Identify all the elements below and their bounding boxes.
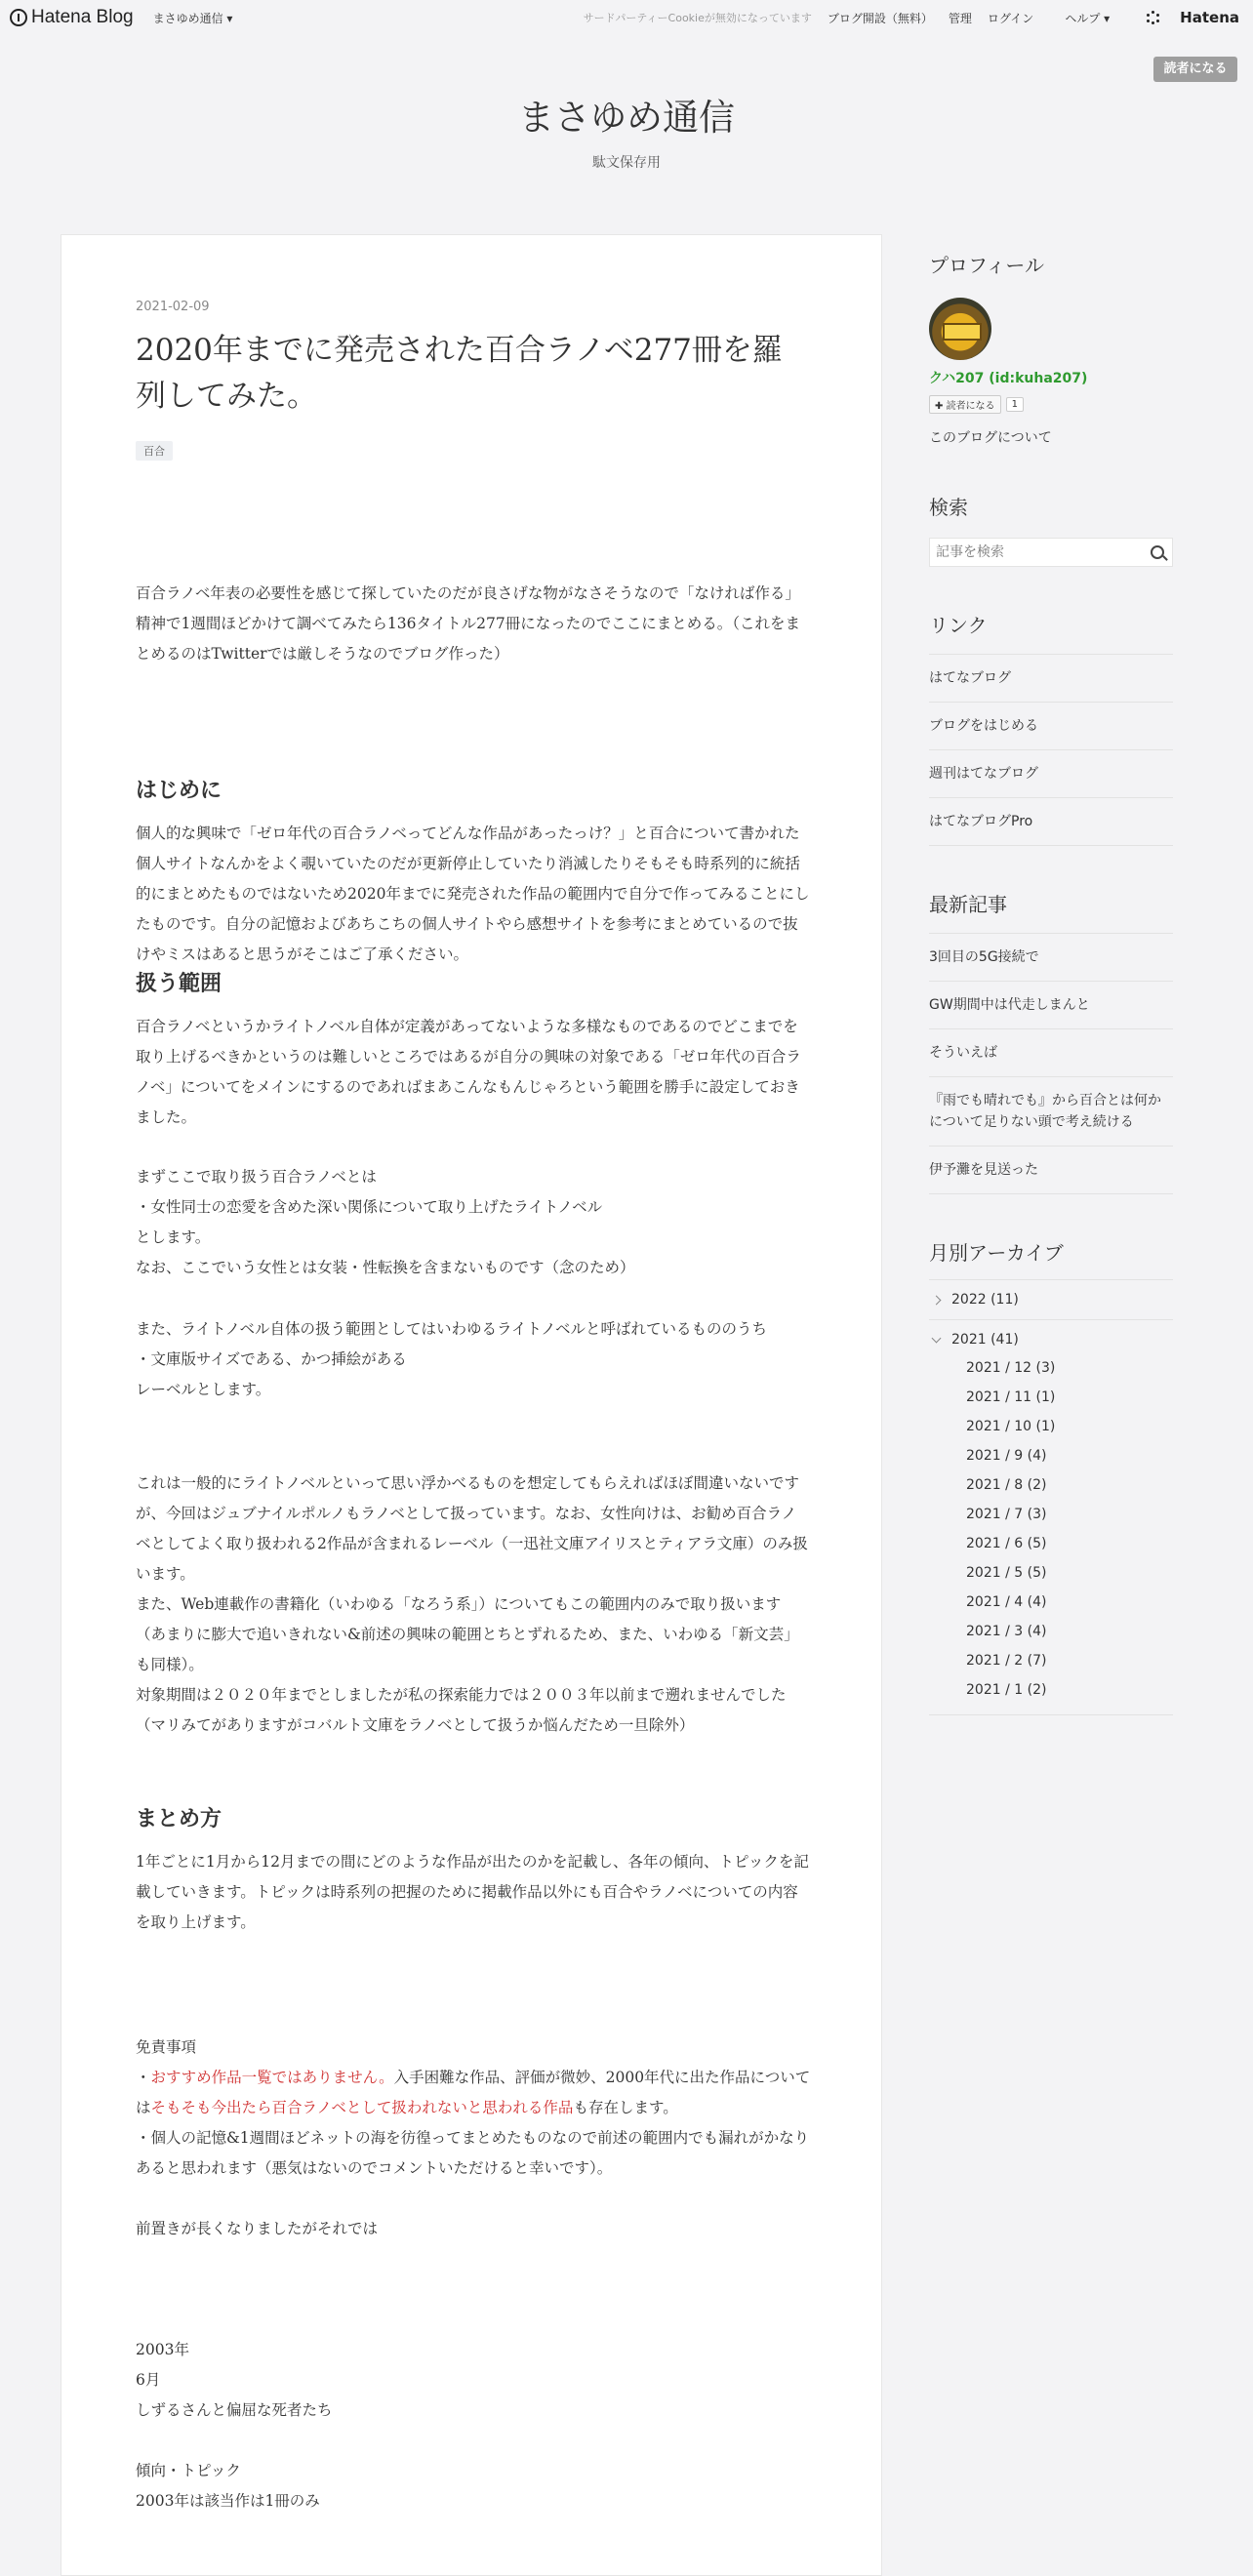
section-heading-intro xyxy=(136,774,811,804)
heading-method: まとめ方 xyxy=(136,1807,222,1831)
search-box xyxy=(929,538,1173,567)
intro-text: 百合ラノベ年表の必要性を感じて探していたのだが良さげな物がなさそうなので「なければ作る」精神で1週間ほどかけて調べてみたら136タイトル277冊になったのでここにまとめる。（これをまとめるのはTwitterでは厳しそうなのでブログ作った） xyxy=(136,584,800,663)
disc1-bullet: ・ xyxy=(136,2069,151,2086)
p3-line-4: なお、ここでいう女性とは女装・性転換を含まないものです（念のため） xyxy=(136,1259,635,1276)
recent-entry[interactable]: 『雨でも晴れでも』から百合とは何かについて足りない頭で考え続ける xyxy=(929,1077,1173,1147)
archive-module xyxy=(929,1237,1173,1715)
year-label: 2003年 xyxy=(136,2341,189,2358)
p3-line-2: ・女性同士の恋愛を含めた深い関係について取り上げたライトノベル xyxy=(136,1198,603,1216)
disclaimer-heading: 免責事項 xyxy=(136,2038,197,2056)
heading-hajimeni: はじめに xyxy=(136,779,222,803)
paragraph-3 xyxy=(136,1162,811,1283)
links-module xyxy=(929,610,1173,846)
disc1-red-text: おすすめ作品一覧ではありません。 xyxy=(150,2069,394,2086)
global-header xyxy=(0,0,1253,35)
recent-list xyxy=(929,933,1173,1194)
link-weekly-hatena[interactable]: 週刊はてなブログ xyxy=(929,750,1173,798)
article xyxy=(136,300,811,2510)
hatena-brand-link[interactable] xyxy=(1131,9,1239,26)
paragraph-2-text: 百合ラノベというかライトノベル自体が定義があってないような多様なものであるのでどこまでを取り上げるべきかというのは難しいところではあるが自分の興味の対象である「ゼロ年代の百合ラノベ」についてをメインにするのであればまあこんなもんじゃろという範囲を勝手に設定しておきました。 xyxy=(136,1018,801,1126)
subscribe-small-button[interactable]: ✚ 読者になる xyxy=(929,395,1001,414)
p5-part-c: 対象期間は２０２０年までとしましたが私の探索能力では２００３年以前まで遡れませんでした（マリみてがありますがコバルト文庫をラノベとして扱うか悩んだため一旦除外） xyxy=(136,1686,787,1734)
hatena-blog-logo[interactable] xyxy=(10,7,134,28)
chevron-down-icon[interactable] xyxy=(932,1333,942,1343)
archive-month[interactable]: 2021 / 12 (3) xyxy=(966,1360,1056,1376)
p4-line-1: また、ライトノベル自体の扱う範囲としてはいわゆるライトノベルと呼ばれているもののうち xyxy=(136,1320,767,1338)
disclaimer-item-1 xyxy=(136,2063,811,2123)
section-heading-method xyxy=(136,1802,811,1832)
p5-part-a: これは一般的にライトノベルといって思い浮かべるものを想定してもらえればほぼ間違いないですが、今回はジュブナイルポルノもラノベとして扱っています。なお、女性向けは、お勧め百合ラノベとしてよく取り扱われる2作品が含まれるレーベル（一迅社文庫アイリスとティアラ文庫）のみ扱います。 xyxy=(136,1474,808,1583)
subscribe-button[interactable]: 読者になる xyxy=(1153,57,1237,82)
paragraph-6-text: 1年ごとに1月から12月までの間にどのような作品が出たのかを記載し、各年の傾向、トピックを記載していきます。トピックは時系列の把握のために掲載作品以外にも百合やラノベについての内容を取り上げます。 xyxy=(136,1853,809,1931)
blog-menu-label: まさゆめ通信 xyxy=(152,11,223,25)
archive-year-2022[interactable] xyxy=(929,1280,1173,1320)
preface-end-text: 前置きが長くなりましたがそれでは xyxy=(136,2220,379,2237)
entry-title[interactable]: 2020年までに発売された百合ラノベ277冊を羅列してみた。 xyxy=(136,333,783,414)
paragraph-1-text: 個人的な興味で「ゼロ年代の百合ラノベってどんな作品があったっけ？」と百合について書かれた個人サイトなんかをよく覗いていたのだが更新停止していたり消滅したりそもそも時系列的に統括的にまとめたものではないため2020年までに発売された作品の範囲内で自分で作ってみることにしたものです。自分の記憶およびあちこちの個人サイトやら感想サイトを参考にまとめているので抜けやミスはあると思うがそこはご了承ください。 xyxy=(136,825,810,963)
chevron-right-icon[interactable] xyxy=(932,1295,942,1305)
p3-line-1: まずここで取り扱う百合ラノベとは xyxy=(136,1168,377,1186)
archive-month[interactable]: 2021 / 4 (4) xyxy=(966,1594,1047,1610)
open-blog-link[interactable]: ブログ開設（無料） xyxy=(827,11,933,25)
profile-heading: プロフィール xyxy=(929,254,1044,277)
section-heading-scope xyxy=(136,967,811,997)
avatar[interactable] xyxy=(929,298,991,360)
archive-month[interactable]: 2021 / 6 (5) xyxy=(966,1536,1047,1551)
search-icon[interactable] xyxy=(1151,545,1164,559)
login-link[interactable]: ログイン xyxy=(987,11,1034,25)
disclaimer-item-2: ・個人の記憶&1週間ほどネットの海を彷徨ってまとめたものなので前述の範囲内でも漏れがかなりあると思われます（悪気はないのでコメントいただけると幸いです）。 xyxy=(136,2129,810,2177)
archive-month[interactable]: 2021 / 5 (5) xyxy=(966,1565,1047,1581)
disc1-end: も存在します。 xyxy=(573,2099,678,2116)
p3-line-3: とします。 xyxy=(136,1228,211,1246)
recent-entry[interactable]: そういえば xyxy=(929,1029,1173,1077)
hatena-brand-text: Hatena xyxy=(1180,9,1239,26)
category-tag[interactable]: 百合 xyxy=(136,441,173,461)
subscribe-row xyxy=(929,395,1173,414)
paragraph-5 xyxy=(136,1469,811,1741)
main-content xyxy=(61,234,882,2576)
archive-month[interactable]: 2021 / 7 (3) xyxy=(966,1507,1047,1522)
logo-text: Hatena Blog xyxy=(31,7,134,27)
archive-month[interactable]: 2021 / 3 (4) xyxy=(966,1624,1047,1639)
blog-title[interactable]: まさゆめ通信 xyxy=(518,97,735,139)
link-hatena-pro[interactable]: はてなブログPro xyxy=(929,798,1173,846)
disc1-text: 入手困難な作品、評価が微妙、2000年代に出た作品については xyxy=(136,2069,811,2116)
archive-months xyxy=(929,1353,1173,1715)
help-label: ヘルプ xyxy=(1065,11,1101,25)
month-label: 6月 xyxy=(136,2371,161,2389)
spacer xyxy=(136,2426,811,2456)
recent-entry[interactable]: 3回目の5G接続で xyxy=(929,934,1173,982)
admin-link[interactable]: 管理 xyxy=(948,11,972,25)
help-menu[interactable]: ヘルプ ▾ xyxy=(1065,11,1111,25)
trend-heading: 傾向・トピック xyxy=(136,2462,241,2479)
work-title: しずるさんと偏屈な死者たち xyxy=(136,2401,333,2419)
link-start-blog[interactable]: ブログをはじめる xyxy=(929,703,1173,750)
archive-2021-label: 2021 (41) xyxy=(951,1332,1019,1348)
subscriber-count[interactable]: 1 xyxy=(1006,397,1024,412)
archive-month[interactable]: 2021 / 10 (1) xyxy=(966,1419,1056,1434)
paragraph-4 xyxy=(136,1314,811,1405)
recent-entries-module xyxy=(929,889,1173,1194)
archive-month[interactable]: 2021 / 11 (1) xyxy=(966,1389,1056,1405)
search-module xyxy=(929,492,1173,567)
p4-line-2: ・文庫版サイズである、かつ挿絵がある xyxy=(136,1350,407,1368)
hatena-dots-icon xyxy=(1147,11,1160,24)
profile-name-link[interactable]: クハ207 (id:kuha207) xyxy=(929,371,1088,386)
sidebar xyxy=(929,250,1173,1715)
disclaimer-block xyxy=(136,2033,811,2184)
link-hatena-blog[interactable]: はてなブログ xyxy=(929,655,1173,703)
p5-part-b: また、Web連載作の書籍化（いわゆる「なろう系」）についてもこの範囲内のみで取り扱います（あまりに膨大で追いきれない&前述の興味の範囲とちとずれるため、また、いわゆる「新文芸」も同様）。 xyxy=(136,1595,799,1673)
links-list xyxy=(929,654,1173,846)
archive-year-2021[interactable] xyxy=(929,1320,1173,1353)
search-input[interactable] xyxy=(930,543,1143,561)
archive-month[interactable]: 2021 / 8 (2) xyxy=(966,1477,1047,1493)
hatena-blog-logo-icon xyxy=(10,9,27,26)
profile-module xyxy=(929,250,1173,447)
preface-end xyxy=(136,2214,811,2244)
intro-paragraph xyxy=(136,579,811,669)
disc1-red-text-2: そもそも今出たら百合ラノベとして扱われないと思われる作品 xyxy=(150,2099,574,2116)
paragraph-6 xyxy=(136,1847,811,1938)
links-heading: リンク xyxy=(929,614,988,637)
p4-line-3: レーベルとします。 xyxy=(136,1381,271,1398)
cookie-notice: サードパーティーCookieが無効になっています xyxy=(583,12,812,24)
entry-date[interactable]: 2021-02-09 xyxy=(136,300,210,314)
paragraph-1 xyxy=(136,819,811,970)
archive-list xyxy=(929,1279,1173,1715)
heading-scope: 扱う範囲 xyxy=(136,972,222,996)
recent-heading: 最新記事 xyxy=(929,893,1007,916)
year-2003-block xyxy=(136,2335,811,2516)
paragraph-2 xyxy=(136,1012,811,1133)
subscribe-small-label: 読者になる xyxy=(946,401,995,412)
search-heading: 検索 xyxy=(929,496,968,519)
archive-month[interactable]: 2021 / 1 (2) xyxy=(966,1682,1047,1698)
recent-entry[interactable]: GW期間中は代走しまんと xyxy=(929,982,1173,1029)
archive-month[interactable]: 2021 / 2 (7) xyxy=(966,1653,1047,1669)
archive-heading: 月別アーカイブ xyxy=(929,1241,1064,1265)
about-blog-link[interactable]: このブログについて xyxy=(929,430,1052,446)
archive-2022-label: 2022 (11) xyxy=(951,1292,1019,1308)
archive-month[interactable]: 2021 / 9 (4) xyxy=(966,1448,1047,1464)
blog-description: 駄文保存用 xyxy=(592,155,661,171)
trend-text: 2003年は該当作は1冊のみ xyxy=(136,2492,320,2510)
blog-menu-dropdown[interactable]: まさゆめ通信 ▾ xyxy=(152,11,233,25)
recent-entry[interactable]: 伊予灘を見送った xyxy=(929,1147,1173,1194)
